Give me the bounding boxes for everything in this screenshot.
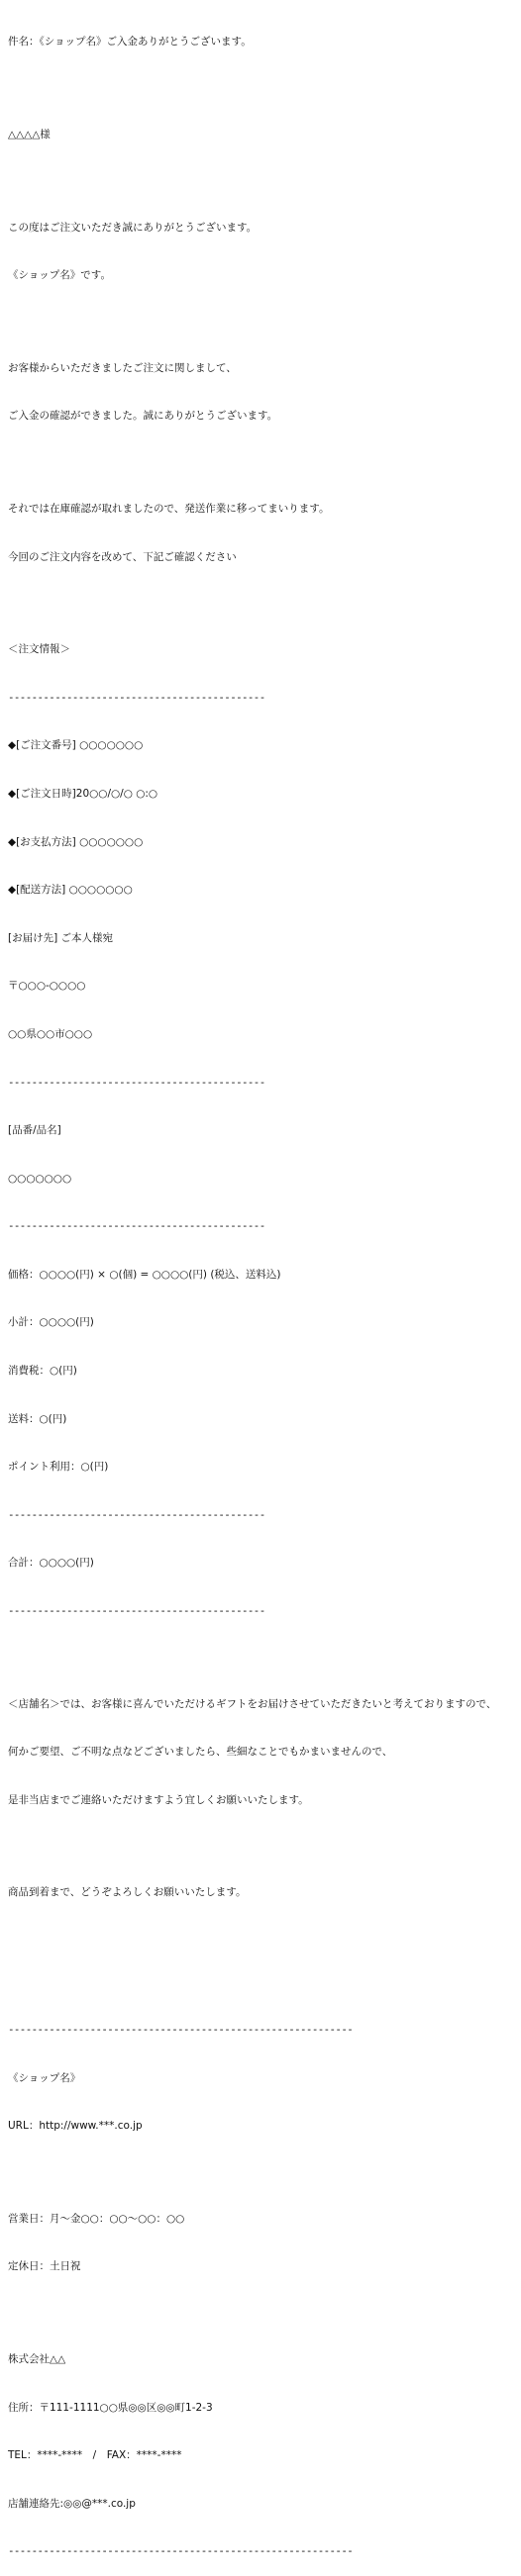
order-field: ◆[配送方法] ○○○○○○○ (8, 884, 133, 897)
price-line: ポイント利用：○(円) (8, 1461, 109, 1474)
total-line: 合計：○○○○(円) (8, 1557, 94, 1570)
signature-rule: ----------------------------------------------------------- (8, 2023, 354, 2036)
intro-line: 《ショップ名》です。 (8, 269, 111, 282)
item-code: ○○○○○○○ (8, 1172, 72, 1185)
closing-line: 是非当店までご連絡いただけますよう宜しくお願いいたします。 (8, 1793, 309, 1806)
order-section-title: ＜注文情報＞ (8, 643, 70, 656)
spacer (8, 597, 521, 610)
closing-line: ＜店舗名＞では、お客様に喜んでいただけるギフトをお届けさせていただきたいと考えておりますので、 (8, 1697, 497, 1710)
arrival-note: 商品到着まで、どうぞよろしくお願いいたします。 (8, 1886, 247, 1899)
spacer (8, 1652, 521, 1665)
spacer (8, 1840, 521, 1853)
signature-business-hours: 営業日：月～金○○：○○～○○：○○ (8, 2212, 185, 2225)
signature-contact-email: 店舗連絡先:◎◎@***.co.jp (8, 2497, 136, 2510)
divider-rule: -------------------------------------------- (8, 690, 265, 704)
email-subject: 件名：《ショップ名》ご入金ありがとうございます。 (8, 36, 252, 48)
spacer (8, 2307, 521, 2320)
order-field: ◆[ご注文日時]20○○/○/○ ○:○ (8, 787, 158, 800)
price-line: 送料：○(円) (8, 1412, 67, 1425)
signature-url: URL：http://www.***.co.jp (8, 2120, 143, 2133)
order-field: [お届け先] ご本人様宛 (8, 931, 114, 944)
intro-line: この度はご注文いただき誠にありがとうございます。 (8, 221, 258, 234)
price-line: 消費税：○(円) (8, 1365, 77, 1378)
divider-rule: -------------------------------------------- (8, 1507, 265, 1521)
divider-rule: -------------------------------------------- (8, 1219, 265, 1233)
email-body (8, 2, 521, 2576)
closing-line: 何かご要望、ご不明な点などございましたら、些細なことでもかまいませんので、 (8, 1746, 393, 1759)
price-line: 価格：○○○○(円) × ○(個) = ○○○○(円) (税込、送料込) (8, 1268, 281, 1281)
signature-shop-name: 《ショップ名》 (8, 2071, 81, 2084)
spacer (8, 2166, 521, 2179)
payment-confirm-line: ご入金の確認ができました。誠にありがとうございます。 (8, 410, 278, 423)
spacer (8, 82, 521, 95)
divider-rule: -------------------------------------------- (8, 1075, 265, 1089)
order-field: ○○県○○市○○○ (8, 1027, 93, 1040)
price-line: 小計：○○○○(円) (8, 1316, 94, 1329)
signature-phone-fax: TEL：****-**** / FAX：****-**** (8, 2449, 182, 2462)
spacer (8, 1977, 521, 1990)
greeting-name: △△△△様 (8, 129, 51, 141)
divider-rule: -------------------------------------------- (8, 1604, 265, 1618)
spacer (8, 456, 521, 469)
signature-rule: ----------------------------------------------------------- (8, 2544, 354, 2558)
payment-confirm-line: お客様からいただきましたご注文に関しまして、 (8, 361, 237, 374)
signature-address: 住所：〒111-1111○○県◎◎区◎◎町1-2-3 (8, 2401, 213, 2414)
shipping-notice-line: 今回のご注文内容を改めて、下記ご確認ください (8, 550, 237, 563)
spacer (8, 1933, 521, 1946)
order-field: ◆[お支払方法] ○○○○○○○ (8, 835, 144, 848)
order-field: ◆[ご注文番号] ○○○○○○○ (8, 739, 144, 752)
item-header: [品番/品名] (8, 1124, 61, 1137)
shipping-notice-line: それでは在庫確認が取れましたので、発送作業に移ってまいります。 (8, 502, 330, 515)
order-field: 〒○○○-○○○○ (8, 980, 86, 993)
signature-closed-days: 定休日：土日祝 (8, 2260, 81, 2273)
spacer (8, 175, 521, 188)
signature-company: 株式会社△△ (8, 2352, 66, 2365)
spacer (8, 316, 521, 329)
